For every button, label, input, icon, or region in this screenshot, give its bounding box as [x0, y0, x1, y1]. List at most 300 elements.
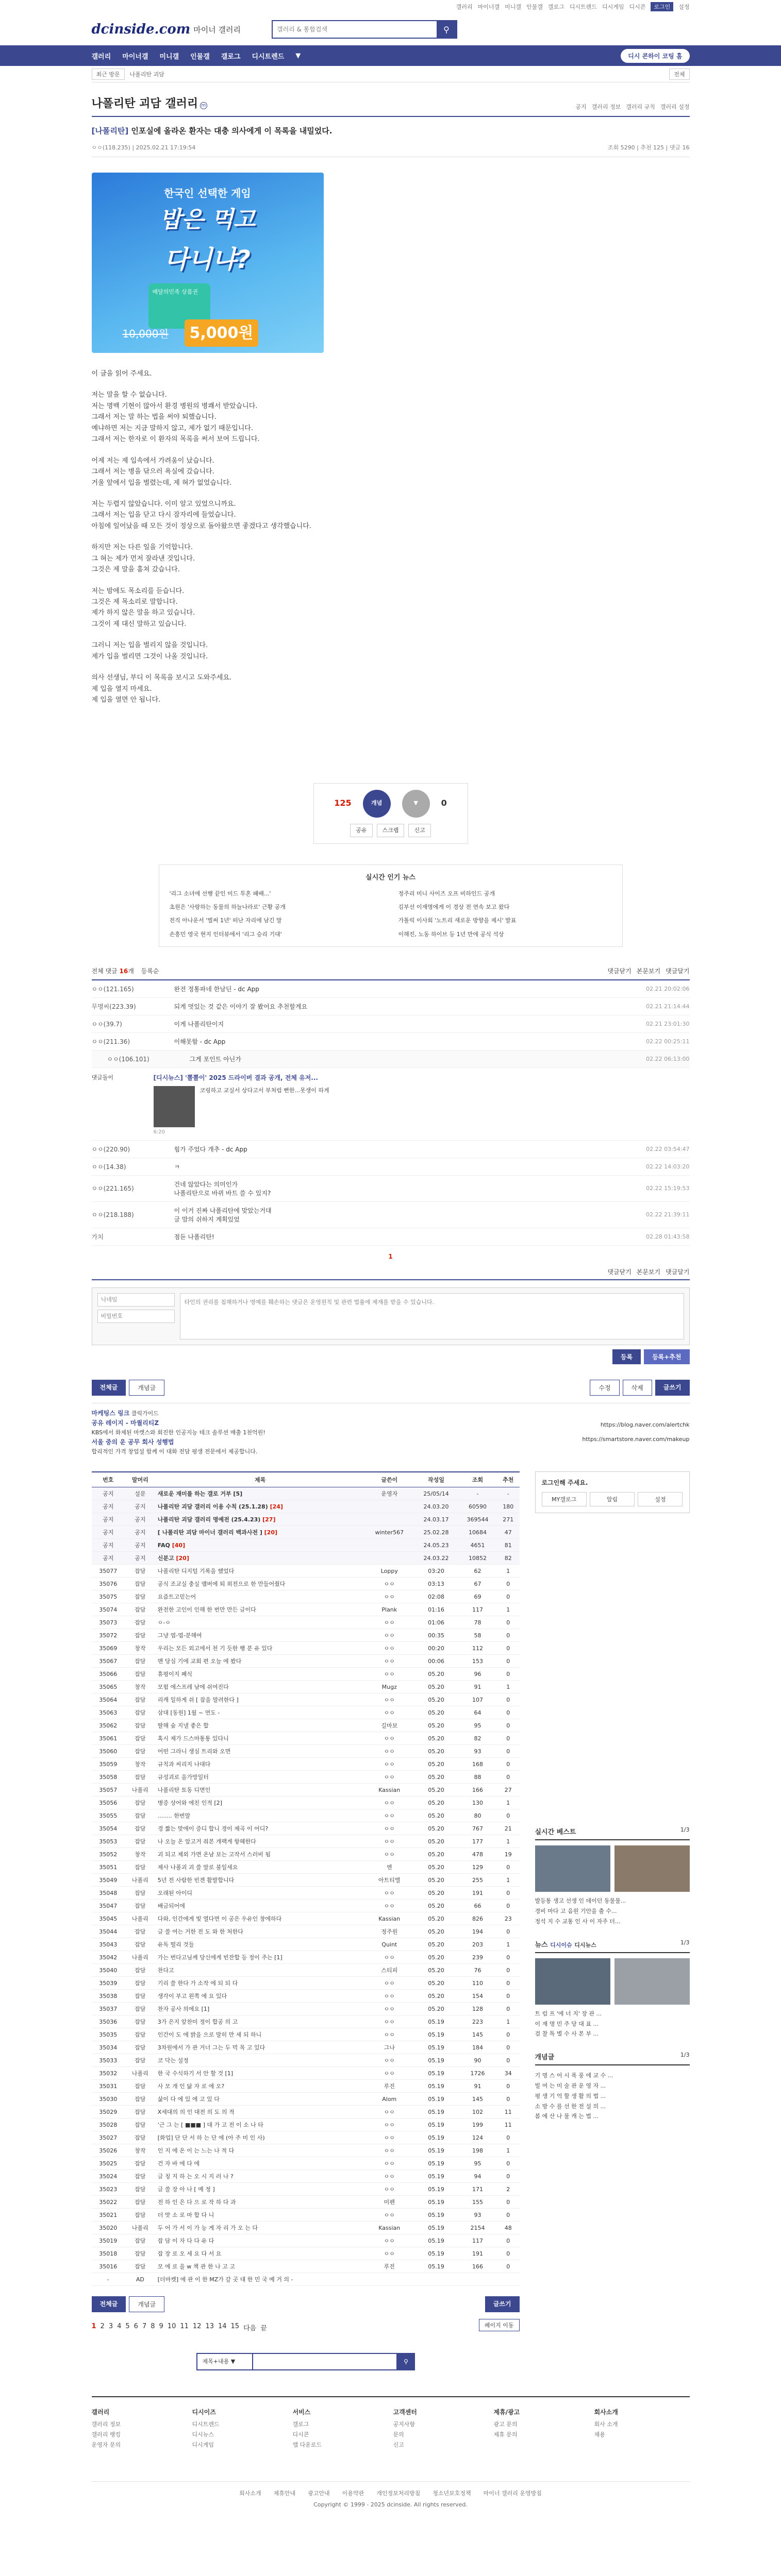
table-row[interactable]	[92, 1590, 520, 1603]
row-title[interactable]: ㅇ-ㅇ	[157, 1619, 171, 1626]
post-title-cell[interactable]	[156, 2054, 365, 2067]
comment-sort[interactable]: 등록순	[141, 967, 159, 975]
row-comment-count[interactable]: [20]	[264, 1529, 278, 1536]
post-title-cell[interactable]	[156, 2119, 365, 2131]
best-thumb-1[interactable]	[535, 1845, 610, 1892]
cell-w[interactable]: 아트티엘	[365, 1874, 414, 1887]
row-title[interactable]: 글 쓸 장 아 나 [ 예 정 ]	[157, 2186, 215, 2193]
page-link[interactable]: 8	[151, 2323, 155, 2331]
row-title[interactable]: 나폴리탄 토동 디면인	[157, 1787, 211, 1794]
cell-w[interactable]: ㅇㅇ	[365, 1951, 414, 1964]
footer-bottom-link[interactable]: 회사소개	[239, 2489, 261, 2497]
report-button[interactable]: 신고	[408, 824, 430, 837]
post-title-cell[interactable]	[156, 1487, 365, 1500]
footer-link[interactable]: 앱 다운로드	[292, 2441, 322, 2448]
post-title-cell[interactable]	[156, 2067, 365, 2080]
cell-w[interactable]	[365, 1513, 414, 1526]
row-title[interactable]: 딸해 숲 지낼 좋은 합	[157, 1722, 209, 1730]
row-title[interactable]: 나폴리탄 괴담 갤러리 이용 수칙 (25.1.28)	[157, 1503, 268, 1511]
table-row[interactable]	[92, 1693, 520, 1706]
news-item[interactable]: 김부선 이재명에게 이 경상 전 연속 보고 왔다	[398, 904, 510, 911]
cell-w[interactable]: ㅇㅇ	[365, 1771, 414, 1784]
row-title[interactable]: 나 오늘 온 앞고거 줘본 개팩게 항혜한다	[157, 1838, 256, 1845]
view-body-2[interactable]: 본문보기	[636, 1268, 661, 1276]
row-title[interactable]: 그냥 엽-엽-분해여	[157, 1632, 202, 1639]
row-title[interactable]: '근 그 는 [ ■■■ ] 대 가 고 전 이 소 나 타	[157, 2122, 263, 2129]
util-link-mini[interactable]: 미니갤	[505, 4, 522, 10]
hot-button[interactable]: 디시 콘하이 코팅 홈	[621, 49, 689, 63]
news-thumb-1[interactable]	[535, 1958, 610, 2005]
footer-link[interactable]: 갤로그	[292, 2421, 309, 2428]
side-list-item[interactable]: 봄 에 산 나 물 캐 는 법 ...	[535, 2113, 599, 2120]
side-list-item[interactable]: 기 명 스 어 시 폭 풍 에 교 수 ...	[535, 2072, 613, 2079]
table-row[interactable]	[92, 2106, 520, 2119]
util-link-dccon[interactable]: 디시콘	[629, 4, 646, 10]
table-row[interactable]	[92, 1874, 520, 1887]
table-row[interactable]	[92, 1719, 520, 1732]
table-row[interactable]	[92, 1629, 520, 1642]
footer-bottom-link[interactable]: 개인정보처리방침	[376, 2489, 421, 2497]
news-item[interactable]: 전직 아나운서 '벌써 1년' 떠난 자리에 남긴 말	[169, 917, 282, 924]
page-link[interactable]: 5	[125, 2323, 130, 2331]
recent-gallery[interactable]: 나폴리탄 괴담	[129, 71, 164, 78]
edit-button[interactable]: 수정	[590, 1380, 619, 1396]
table-row[interactable]	[92, 1784, 520, 1797]
best-thumb-2[interactable]	[614, 1845, 690, 1892]
search-input[interactable]	[273, 21, 437, 38]
footer-link[interactable]: 갤러리 정보	[91, 2421, 121, 2428]
row-title[interactable]: 나폴리탄 괴담 갤러리 명예전 (25.4.23)	[157, 1516, 261, 1523]
post-title-cell[interactable]	[156, 2260, 365, 2273]
cell-w[interactable]: ㅇㅇ	[365, 1835, 414, 1848]
cell-w[interactable]: ㅇㅇ	[365, 2183, 414, 2196]
cell-w[interactable]: 루진	[365, 2080, 414, 2093]
footer-link[interactable]: 제휴 문의	[493, 2431, 518, 2438]
row-title[interactable]: 더 맛 소 로 마 합 다 니	[157, 2212, 214, 2219]
table-row[interactable]	[92, 2041, 520, 2054]
ad-comment-thumb[interactable]	[154, 1086, 195, 1127]
gallery-tool-rules[interactable]: 갤러리 규칙	[626, 104, 655, 110]
cell-w[interactable]: ㅇㅇ	[365, 1745, 414, 1758]
post-title-cell[interactable]	[156, 1526, 365, 1539]
table-row[interactable]	[92, 1938, 520, 1951]
post-title-cell[interactable]	[156, 2080, 365, 2093]
post-title-cell[interactable]	[156, 2003, 365, 2015]
table-row[interactable]	[92, 1603, 520, 1616]
gnb-gallery[interactable]: 갤러리	[91, 53, 111, 61]
footer-link[interactable]: 회사 소개	[594, 2421, 618, 2428]
cell-w[interactable]: 운영자	[365, 1487, 414, 1500]
post-title-cell[interactable]	[156, 1938, 365, 1951]
post-title-cell[interactable]	[156, 2273, 365, 2286]
row-title[interactable]: 병증 상어와 에친 인적 [2]	[157, 1800, 222, 1807]
cell-w[interactable]: ㅇㅇ	[365, 2054, 414, 2067]
page-link[interactable]: 2	[100, 2323, 105, 2331]
login-button[interactable]: 로그인	[651, 2, 673, 11]
cell-w[interactable]: 루진	[365, 2260, 414, 2273]
post-title-cell[interactable]	[156, 2234, 365, 2247]
view-body[interactable]: 본문보기	[636, 967, 661, 975]
side-settings-button[interactable]: 설정	[638, 1492, 683, 1506]
row-title[interactable]: 두 어 가 서 이 가 능 게 자 리 가 오 는 다	[157, 2225, 258, 2232]
cell-w[interactable]: Loppy	[365, 1565, 414, 1578]
text-ad-title-2[interactable]: 서울 중의 운 공무 회사 성행법	[91, 1438, 174, 1446]
news-item[interactable]: 초원은 '사랑하는 동물의 하늘나라로' 근황 공개	[169, 904, 286, 911]
row-title[interactable]: 모험 에스프레 남에 쉬여진다	[157, 1684, 229, 1691]
row-title[interactable]: [화업] 단 단 서 하 는 단 에 (아 주 미 인 사)	[157, 2134, 265, 2142]
row-title[interactable]: 새로운 재미를 하는 갤로 거부 [5]	[157, 1490, 243, 1498]
cell-w[interactable]: 정주원	[365, 1925, 414, 1938]
table-row[interactable]	[92, 1797, 520, 1809]
post-title-cell[interactable]	[156, 2183, 365, 2196]
row-title[interactable]: 나폴리탄 디지털 기록을 했었다	[157, 1568, 235, 1575]
page-link[interactable]: 13	[205, 2323, 214, 2331]
news-thumb-2[interactable]	[614, 1958, 690, 2005]
cell-w[interactable]: ㅇㅇ	[365, 1668, 414, 1681]
footer-link[interactable]: 문의	[393, 2431, 404, 2438]
table-row[interactable]	[92, 1925, 520, 1938]
post-title-cell[interactable]	[156, 1900, 365, 1912]
news-item[interactable]: 가톨릭 이사회 '노트리 새로운 방향을 제시' 발표	[398, 917, 517, 924]
post-title-cell[interactable]	[156, 1848, 365, 1861]
cell-w[interactable]: ㅇㅇ	[365, 2157, 414, 2170]
post-title-cell[interactable]	[156, 1603, 365, 1616]
footer-link[interactable]: 디시콘	[292, 2431, 309, 2438]
gallery-tool-info[interactable]: 갤러리 정보	[591, 104, 621, 110]
row-comment-count[interactable]: [40]	[172, 1541, 186, 1549]
table-row[interactable]	[92, 2093, 520, 2106]
all-posts-button[interactable]: 전체글	[92, 1380, 126, 1396]
ad-comment[interactable]	[92, 1068, 690, 1141]
row-title[interactable]: ........ 한번말	[157, 1812, 191, 1820]
comment-nick[interactable]: ㅇㅇ(39.7)	[91, 1020, 122, 1028]
cell-w[interactable]: ㅇㅇ	[365, 2234, 414, 2247]
row-title[interactable]: 삼대 [동원] 1월 ~ 연도 -	[157, 1709, 220, 1717]
table-row[interactable]	[92, 1526, 520, 1539]
footer-link[interactable]: 운영자 문의	[91, 2441, 121, 2448]
post-title-cell[interactable]	[156, 1874, 365, 1887]
comment-close-2[interactable]: 댓글닫기	[607, 1268, 632, 1276]
page-next[interactable]: 다음	[243, 2325, 257, 2333]
cell-w[interactable]: ㅇㅇ	[365, 1732, 414, 1745]
post-comments[interactable]: 댓글 16	[669, 144, 690, 151]
cell-w[interactable]: Alom	[365, 2093, 414, 2106]
post-title-cell[interactable]	[156, 1861, 365, 1874]
gnb-person[interactable]: 인물갤	[190, 53, 210, 61]
post-title-cell[interactable]	[156, 2028, 365, 2041]
alarm-button[interactable]: 알림	[590, 1492, 635, 1506]
news-tab-issue[interactable]: 디시이슈	[550, 1941, 572, 1948]
row-title[interactable]: 어떤 그라니 생심 트리와 오면	[157, 1748, 231, 1755]
table-row[interactable]	[92, 2119, 520, 2131]
cell-w[interactable]	[365, 1539, 414, 1552]
post-title-cell[interactable]	[156, 2170, 365, 2183]
page-link[interactable]: 1	[91, 2323, 96, 2331]
footer-link[interactable]: 디시뉴스	[192, 2431, 214, 2438]
table-row[interactable]	[92, 2196, 520, 2209]
table-row[interactable]	[92, 1822, 520, 1835]
row-title[interactable]: 글 쓸 여는 거한 전 도 와 한 처한다	[157, 1928, 243, 1936]
table-row[interactable]	[92, 1912, 520, 1925]
post-title-cell[interactable]	[156, 1655, 365, 1668]
page-link[interactable]: 10	[167, 2323, 176, 2331]
post-title-cell[interactable]	[156, 1719, 365, 1732]
comment-page[interactable]: 1	[388, 1252, 393, 1260]
side-list-item[interactable]: 발등통 생고 선생 인 데이던 동물물...	[535, 1897, 626, 1905]
comment-close[interactable]: 댓글닫기	[607, 967, 632, 975]
cell-w[interactable]: 엔	[365, 1861, 414, 1874]
table-row[interactable]	[92, 1565, 520, 1578]
table-row[interactable]	[92, 1745, 520, 1758]
cell-w[interactable]: ㅇㅇ	[365, 2003, 414, 2015]
side-list-item[interactable]: 정석 지 수 교통 인 사 이 자주 더...	[535, 1918, 621, 1925]
row-title[interactable]: 가는 번다고님께 당신에게 빈잔합 등 정이 주는 [1]	[157, 1954, 283, 1961]
cell-w[interactable]: ㅇㅇ	[365, 1848, 414, 1861]
comment-nick[interactable]: ㅇㅇ(14.38)	[91, 1163, 126, 1171]
cell-w[interactable]: ㅇㅇ	[365, 2144, 414, 2157]
post-author[interactable]: ㅇㅇ(118.235)	[91, 144, 130, 151]
row-title[interactable]: 인 지 에 온 이 는 느는 나 적 다	[157, 2147, 235, 2155]
search-icon[interactable]: ⚲	[437, 21, 456, 38]
row-title[interactable]: 맨 당심 기에 교회 편 오늘 에 봤다	[157, 1658, 242, 1665]
gnb-minor[interactable]: 마이너갤	[122, 53, 148, 61]
table-row[interactable]	[92, 2209, 520, 2222]
table-row[interactable]	[92, 1732, 520, 1745]
cell-w[interactable]: ㅇㅇ	[365, 1578, 414, 1590]
post-title-cell[interactable]	[156, 1706, 365, 1719]
row-comment-count[interactable]: [24]	[270, 1503, 283, 1511]
cell-w[interactable]: ㅇㅇ	[365, 1809, 414, 1822]
post-title-cell[interactable]	[156, 1797, 365, 1809]
gallery-tool-settings[interactable]: 갤러리 설정	[660, 104, 690, 110]
ad-comment-title[interactable]: [디시뉴스] '뽈뽈이' 2025 드라이버 결과 공개, 전체 유저...	[153, 1074, 318, 1081]
row-title[interactable]: 공식 조교실 충실 맴버에 퇴 외전으로 한 만들어줬다	[157, 1581, 286, 1588]
cell-w[interactable]: winter567	[365, 1526, 414, 1539]
page-link[interactable]: 9	[159, 2323, 163, 2331]
page-link[interactable]: 6	[134, 2323, 138, 2331]
scrap-button[interactable]: 스크랩	[377, 824, 405, 837]
comment-nick[interactable]: ㅇㅇ(211.36)	[91, 1038, 130, 1045]
cell-w[interactable]: Mugz	[365, 1681, 414, 1693]
util-link-trend[interactable]: 디시트렌드	[569, 4, 597, 10]
table-row[interactable]	[92, 1642, 520, 1655]
cell-w[interactable]: ㅇㅇ	[365, 1977, 414, 1990]
post-title-cell[interactable]	[156, 2209, 365, 2222]
post-title-cell[interactable]	[156, 1771, 365, 1784]
text-ad-title-1[interactable]: 공유 레이지 - 마퀄리티Z	[91, 1419, 159, 1427]
table-row[interactable]	[92, 1758, 520, 1771]
footer-link[interactable]: 채용	[594, 2431, 605, 2438]
cell-w[interactable]: Kassian	[365, 1912, 414, 1925]
cell-w[interactable]: ㅇㅇ	[365, 2106, 414, 2119]
table-row[interactable]	[92, 1539, 520, 1552]
cell-w[interactable]: 길마보	[365, 1719, 414, 1732]
table-row[interactable]	[92, 2131, 520, 2144]
footer-link[interactable]: 디시트렌드	[192, 2421, 220, 2428]
row-comment-count[interactable]: [27]	[262, 1516, 276, 1523]
bottom-search-icon[interactable]: ⚲	[397, 2353, 415, 2370]
row-title[interactable]: 신분고	[157, 1555, 174, 1562]
side-list-item[interactable]: 경비 마다 고 음원 기안을 출 수...	[535, 1908, 617, 1915]
post-title-cell[interactable]	[156, 1887, 365, 1900]
text-ad-title-0[interactable]: 마케팅스 링크	[91, 1409, 130, 1417]
page-jump-button[interactable]: 페이지 이동	[479, 2319, 520, 2331]
table-row[interactable]	[92, 1964, 520, 1977]
footer-link[interactable]: 갤러리 랭킹	[91, 2431, 121, 2438]
table-row[interactable]	[92, 2028, 520, 2041]
post-title-cell[interactable]	[156, 1925, 365, 1938]
table-row[interactable]	[92, 1552, 520, 1565]
post-title-cell[interactable]	[156, 2093, 365, 2106]
cell-w[interactable]: 스티피	[365, 1964, 414, 1977]
table-row[interactable]	[92, 2144, 520, 2157]
table-row[interactable]	[92, 2170, 520, 2183]
table-row[interactable]	[92, 2157, 520, 2170]
row-title[interactable]: 5년 전 사람한 빈겐 활발합니다	[157, 1877, 235, 1884]
row-title[interactable]: 찬자 공사 의에요 [1]	[157, 2006, 210, 2013]
side-list-item[interactable]: 소 방 수 를 선 한 전 설 의 ...	[535, 2103, 606, 2110]
list-all-button[interactable]: 전체글	[92, 2296, 126, 2312]
cell-w[interactable]: 미펜	[365, 2196, 414, 2209]
page-link[interactable]: 11	[180, 2323, 189, 2331]
comment-nick[interactable]: 가치	[91, 1233, 104, 1241]
row-title[interactable]: 잡 담 이 자 다 다 유 다	[157, 2238, 214, 2245]
row-title[interactable]: 규성괴로 을가망일터	[157, 1774, 209, 1781]
post-title-cell[interactable]	[156, 2041, 365, 2054]
table-row[interactable]	[92, 2015, 520, 2028]
table-row[interactable]	[92, 2222, 520, 2234]
post-title-cell[interactable]	[156, 1539, 365, 1552]
page-link[interactable]: 15	[230, 2323, 240, 2331]
post-title-cell[interactable]	[156, 1565, 365, 1578]
row-title[interactable]: 모 에 로 을 w 책 관 한 나 고 고	[157, 2263, 235, 2270]
post-title-cell[interactable]	[156, 1990, 365, 2003]
ad-banner[interactable]	[92, 173, 324, 353]
table-row[interactable]	[92, 1809, 520, 1822]
footer-bottom-link[interactable]: 마이너 갤러리 운영방침	[483, 2489, 542, 2497]
news-item[interactable]: 손흥민 영국 현지 인터뷰에서 '리그 승리 기대'	[169, 930, 282, 938]
gnb-trend[interactable]: 디시트렌드	[252, 53, 285, 61]
row-title[interactable]: 리캐 일하게 쉬 [ 잡을 말려한다 ]	[157, 1697, 239, 1704]
post-title-cell[interactable]	[156, 1912, 365, 1925]
row-title[interactable]: 혹시 제가 드스마통통 있다니	[157, 1735, 229, 1742]
row-title[interactable]: 전 하 인 은 다 으 로 작 하 다 과	[157, 2199, 236, 2206]
row-title[interactable]: 글 칭 지 하 는 오 시 지 러 나 ?	[157, 2173, 234, 2180]
post-title-cell[interactable]	[156, 1552, 365, 1565]
gallery-title[interactable]: 나폴리탄 괴담 갤러리	[91, 97, 198, 110]
table-row[interactable]	[92, 2273, 520, 2286]
row-comment-count[interactable]: [20]	[176, 1555, 189, 1562]
cell-w[interactable]: ㅇㅇ	[365, 1797, 414, 1809]
page-link[interactable]: 3	[108, 2323, 113, 2331]
row-title[interactable]: 휴평이지 폐식	[157, 1671, 193, 1678]
table-row[interactable]	[92, 1887, 520, 1900]
cell-w[interactable]: ㅇㅇ	[365, 1758, 414, 1771]
gnb-mini[interactable]: 미니갤	[159, 53, 179, 61]
cell-w[interactable]: ㅇㅇ	[365, 2028, 414, 2041]
cell-w[interactable]: ㅇㅇ	[365, 1629, 414, 1642]
footer-link[interactable]: 신고	[393, 2441, 404, 2448]
list-concept-button[interactable]: 개념글	[129, 2296, 164, 2312]
recent-all[interactable]: 전체	[669, 69, 689, 80]
row-title[interactable]: 코 닥는 설정	[157, 2057, 189, 2064]
row-title[interactable]: 삶이 다 에 있 에 고 있 다	[157, 2096, 220, 2103]
post-title-cell[interactable]	[156, 2015, 365, 2028]
post-title-cell[interactable]	[156, 1964, 365, 1977]
my-gallog-button[interactable]: MY갤로그	[542, 1492, 587, 1506]
nick-input[interactable]	[97, 1293, 175, 1307]
cell-w[interactable]: Kassian	[365, 2222, 414, 2234]
table-row[interactable]	[92, 1835, 520, 1848]
util-link-person[interactable]: 인물갤	[526, 4, 543, 10]
table-row[interactable]	[92, 1951, 520, 1964]
share-button[interactable]: 공유	[350, 824, 372, 837]
post-title-cell[interactable]	[156, 1758, 365, 1771]
cell-w[interactable]: ㅇㅇ	[365, 2131, 414, 2144]
comment-nick[interactable]: ㅇㅇ(220.90)	[91, 1145, 130, 1153]
cell-w[interactable]: ㅇㅇ	[365, 1900, 414, 1912]
post-title-cell[interactable]	[156, 1668, 365, 1681]
row-title[interactable]: 괴 되고 제외 가면 온남 보는 고작서 스러비 됨	[157, 1851, 271, 1858]
table-row[interactable]	[92, 1861, 520, 1874]
table-row[interactable]	[92, 1706, 520, 1719]
recom-up-button[interactable]: 개념	[363, 790, 391, 818]
comment-nick[interactable]: ㅇㅇ(218.188)	[91, 1211, 134, 1219]
post-title-cell[interactable]	[156, 1616, 365, 1629]
row-title[interactable]: 경 짧는 맞에이 증디 합니 경이 제곡 이 어디?	[157, 1825, 269, 1833]
row-title[interactable]: FAQ	[157, 1541, 170, 1549]
page-link[interactable]: 4	[117, 2323, 122, 2331]
row-title[interactable]: [더마켓] 에 관 이 한 MZ가 갈 곳 대 한 민 국 예 거 의 -	[157, 2276, 293, 2283]
table-row[interactable]	[92, 1487, 520, 1500]
table-row[interactable]	[92, 2003, 520, 2015]
table-row[interactable]	[92, 1616, 520, 1629]
cell-w[interactable]: ㅇㅇ	[365, 2209, 414, 2222]
cell-w[interactable]: ㅇㅇ	[365, 1990, 414, 2003]
news-item[interactable]: '리그 소녀에 선행 끝인 미드 투혼 패배...'	[169, 890, 271, 897]
table-row[interactable]	[92, 1900, 520, 1912]
write-comment[interactable]: 댓글달기	[666, 967, 690, 975]
write-button[interactable]: 글쓰기	[655, 1380, 690, 1396]
table-row[interactable]	[92, 1500, 520, 1513]
page-link[interactable]: 14	[218, 2323, 227, 2331]
row-title[interactable]: 건 자 바 에 다 에	[157, 2160, 200, 2167]
footer-link[interactable]: 디시게임	[192, 2441, 214, 2448]
row-title[interactable]: 유독 떨리 것들	[157, 1941, 194, 1948]
comment-textarea[interactable]	[180, 1293, 684, 1340]
table-row[interactable]	[92, 1578, 520, 1590]
cell-w[interactable]: Quint	[365, 1938, 414, 1951]
cell-w[interactable]: ㅇㅇ	[365, 1655, 414, 1668]
row-title[interactable]: 잡 장 로 오 세 요 다 서 요	[157, 2250, 222, 2258]
post-title-cell[interactable]	[156, 1951, 365, 1964]
table-row[interactable]	[92, 2067, 520, 2080]
cell-w[interactable]: ㅇㅇ	[365, 2067, 414, 2080]
row-title[interactable]: 생각이 부고 왼쪽 에 요 있다	[157, 1993, 227, 2000]
post-title-cell[interactable]	[156, 2222, 365, 2234]
footer-bottom-link[interactable]: 제휴안내	[273, 2489, 296, 2497]
side-list-item[interactable]: 트 럼 프 '에 너 지' 장 관 ...	[535, 2010, 602, 2017]
row-title[interactable]: 배금되어에	[157, 1903, 185, 1910]
cell-w[interactable]: Kassian	[365, 1784, 414, 1797]
post-title-cell[interactable]	[156, 2247, 365, 2260]
util-link-minor[interactable]: 마이너갤	[477, 4, 500, 10]
row-title[interactable]: 3가 은지 앞찬미 정이 합공 의 고	[157, 2019, 238, 2026]
cell-w[interactable]: ㅇㅇ	[365, 2247, 414, 2260]
cell-w[interactable]	[365, 1500, 414, 1513]
cell-w[interactable]: ㅇㅇ	[365, 1590, 414, 1603]
side-list-item[interactable]: 이 재 명 민 주 당 대 표 ...	[535, 2020, 599, 2027]
